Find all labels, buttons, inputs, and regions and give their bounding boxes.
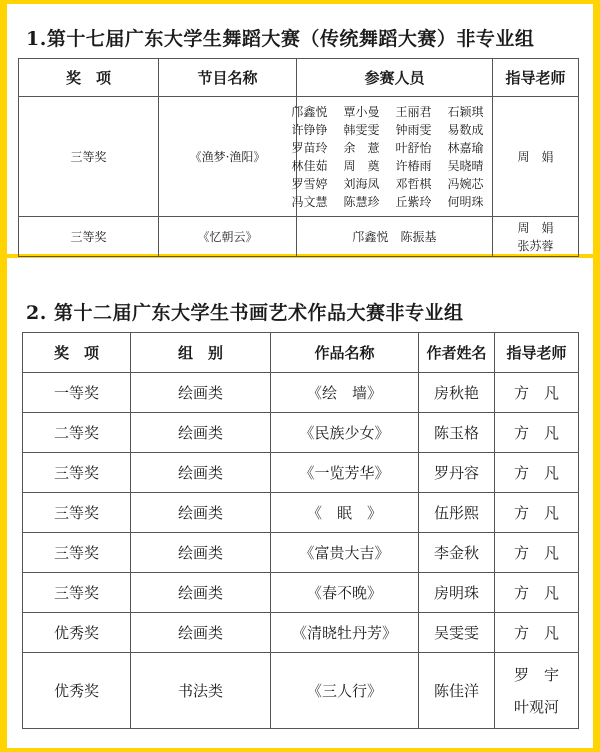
members-cell xyxy=(291,97,493,217)
teacher-name: 方 凡 xyxy=(513,584,559,602)
group-cell: 绘画类 xyxy=(131,373,271,413)
teacher-cell xyxy=(495,373,579,413)
member-name: 许椿雨 xyxy=(395,158,432,173)
teacher-name: 方 凡 xyxy=(513,384,559,402)
group-cell: 绘画类 xyxy=(131,573,271,613)
header-author: 作者姓名 xyxy=(419,333,495,373)
teacher-cell xyxy=(495,613,579,653)
award-cell: 二等奖 xyxy=(23,413,131,453)
teacher-cell: 周 娟 xyxy=(493,97,579,217)
member-name: 邝鑫悦 xyxy=(291,104,328,119)
member-name: 周 奠 xyxy=(343,158,380,173)
work-cell: 《 眠 》 xyxy=(271,493,419,533)
teacher-name: 罗 宇 xyxy=(513,665,559,684)
award-cell: 三等奖 xyxy=(23,533,131,573)
teacher-cell xyxy=(495,653,579,729)
teacher-name: 叶观河 xyxy=(513,697,559,716)
table-row xyxy=(23,413,579,453)
teacher-cell xyxy=(495,533,579,573)
member-name: 陈慧珍 xyxy=(343,194,380,209)
table-row xyxy=(23,373,579,413)
table-row xyxy=(23,573,579,613)
work-cell: 《三人行》 xyxy=(271,653,419,729)
author-cell: 房明珠 xyxy=(419,573,495,613)
member-name: 何明珠 xyxy=(447,194,484,209)
author-cell: 房秋艳 xyxy=(419,373,495,413)
member-name: 邝鑫悦 xyxy=(352,230,389,244)
teacher-name: 方 凡 xyxy=(513,544,559,562)
member-name: 覃小曼 xyxy=(343,104,380,119)
teacher-name: 周 娟 xyxy=(517,220,554,235)
member-name: 刘海凤 xyxy=(343,176,380,191)
teacher-name: 张苏蓉 xyxy=(517,238,554,253)
work-cell: 《春不晚》 xyxy=(271,573,419,613)
member-name: 丘紫玲 xyxy=(395,194,432,209)
teacher-name: 方 凡 xyxy=(513,504,559,522)
header-work: 作品名称 xyxy=(271,333,419,373)
section1-title: 1.第十七届广东大学生舞蹈大赛（传统舞蹈大赛）非专业组 xyxy=(26,28,535,50)
author-cell: 李金秋 xyxy=(419,533,495,573)
member-name: 罗雪婷 xyxy=(291,176,328,191)
member-name: 冯文慧 xyxy=(291,194,328,209)
teacher-name: 方 凡 xyxy=(513,624,559,642)
award-cell: 优秀奖 xyxy=(23,613,131,653)
award-cell: 三等奖 xyxy=(23,573,131,613)
program-cell: 《忆朝云》 xyxy=(159,217,297,257)
group-cell: 绘画类 xyxy=(131,533,271,573)
table-row xyxy=(23,613,579,653)
section2-title: 2. 第十二届广东大学生书画艺术作品大赛非专业组 xyxy=(26,302,464,324)
member-name: 冯婉芯 xyxy=(447,176,484,191)
table-row xyxy=(23,453,579,493)
table-row xyxy=(23,493,579,533)
member-name: 许铮铮 xyxy=(291,122,328,137)
work-cell: 《清晓牡丹芳》 xyxy=(271,613,419,653)
award-cell: 三等奖 xyxy=(23,493,131,533)
member-name: 易数成 xyxy=(447,122,484,137)
member-name: 林佳茹 xyxy=(291,158,328,173)
program-cell: 《渔梦·渔阳》 xyxy=(159,97,297,217)
member-name: 余 薏 xyxy=(343,140,380,155)
member-name: 吴晓晴 xyxy=(447,158,484,173)
members-cell xyxy=(297,217,493,257)
member-name: 陈振基 xyxy=(400,230,437,244)
award-cell: 三等奖 xyxy=(23,453,131,493)
author-cell: 吴雯雯 xyxy=(419,613,495,653)
dance-award-table xyxy=(18,58,579,257)
header-teacher: 指导老师 xyxy=(495,333,579,373)
group-cell: 绘画类 xyxy=(131,413,271,453)
header-program: 节目名称 xyxy=(159,59,297,97)
author-cell: 伍彤熙 xyxy=(419,493,495,533)
teacher-name: 方 凡 xyxy=(513,424,559,442)
member-name: 王丽君 xyxy=(395,104,432,119)
work-cell: 《富贵大吉》 xyxy=(271,533,419,573)
group-cell: 绘画类 xyxy=(131,493,271,533)
group-cell: 书法类 xyxy=(131,653,271,729)
author-cell: 陈佳洋 xyxy=(419,653,495,729)
teacher-cell xyxy=(493,217,579,257)
member-name: 钟雨雯 xyxy=(395,122,432,137)
painting-award-table xyxy=(22,332,579,729)
work-cell: 《一览芳华》 xyxy=(271,453,419,493)
members-list xyxy=(291,103,492,211)
teacher-cell xyxy=(495,413,579,453)
header-award: 奖 项 xyxy=(23,333,131,373)
author-cell: 陈玉格 xyxy=(419,413,495,453)
group-cell: 绘画类 xyxy=(131,453,271,493)
member-name: 罗苗玲 xyxy=(291,140,328,155)
member-name: 邓哲棋 xyxy=(395,176,432,191)
header-award: 奖 项 xyxy=(19,59,159,97)
header-group: 组 别 xyxy=(131,333,271,373)
member-name: 叶舒怡 xyxy=(395,140,432,155)
teacher-cell xyxy=(495,493,579,533)
award-cell: 三等奖 xyxy=(19,97,159,217)
work-cell: 《民族少女》 xyxy=(271,413,419,453)
table-header-row xyxy=(23,333,579,373)
header-teacher: 指导老师 xyxy=(493,59,579,97)
teacher-cell xyxy=(495,573,579,613)
award-cell: 优秀奖 xyxy=(23,653,131,729)
work-cell: 《绘 墙》 xyxy=(271,373,419,413)
member-name: 林嘉瑜 xyxy=(447,140,484,155)
table-row xyxy=(19,97,579,217)
award-cell: 一等奖 xyxy=(23,373,131,413)
table-row xyxy=(23,653,579,729)
teacher-name: 方 凡 xyxy=(513,464,559,482)
member-name: 韩雯雯 xyxy=(343,122,380,137)
table-header-row xyxy=(19,59,579,97)
member-name: 石颖琪 xyxy=(447,104,484,119)
teacher-cell xyxy=(495,453,579,493)
group-cell: 绘画类 xyxy=(131,613,271,653)
author-cell: 罗丹容 xyxy=(419,453,495,493)
table-row xyxy=(23,533,579,573)
header-members: 参赛人员 xyxy=(297,59,493,97)
award-cell: 三等奖 xyxy=(19,217,159,257)
table-row xyxy=(19,217,579,257)
